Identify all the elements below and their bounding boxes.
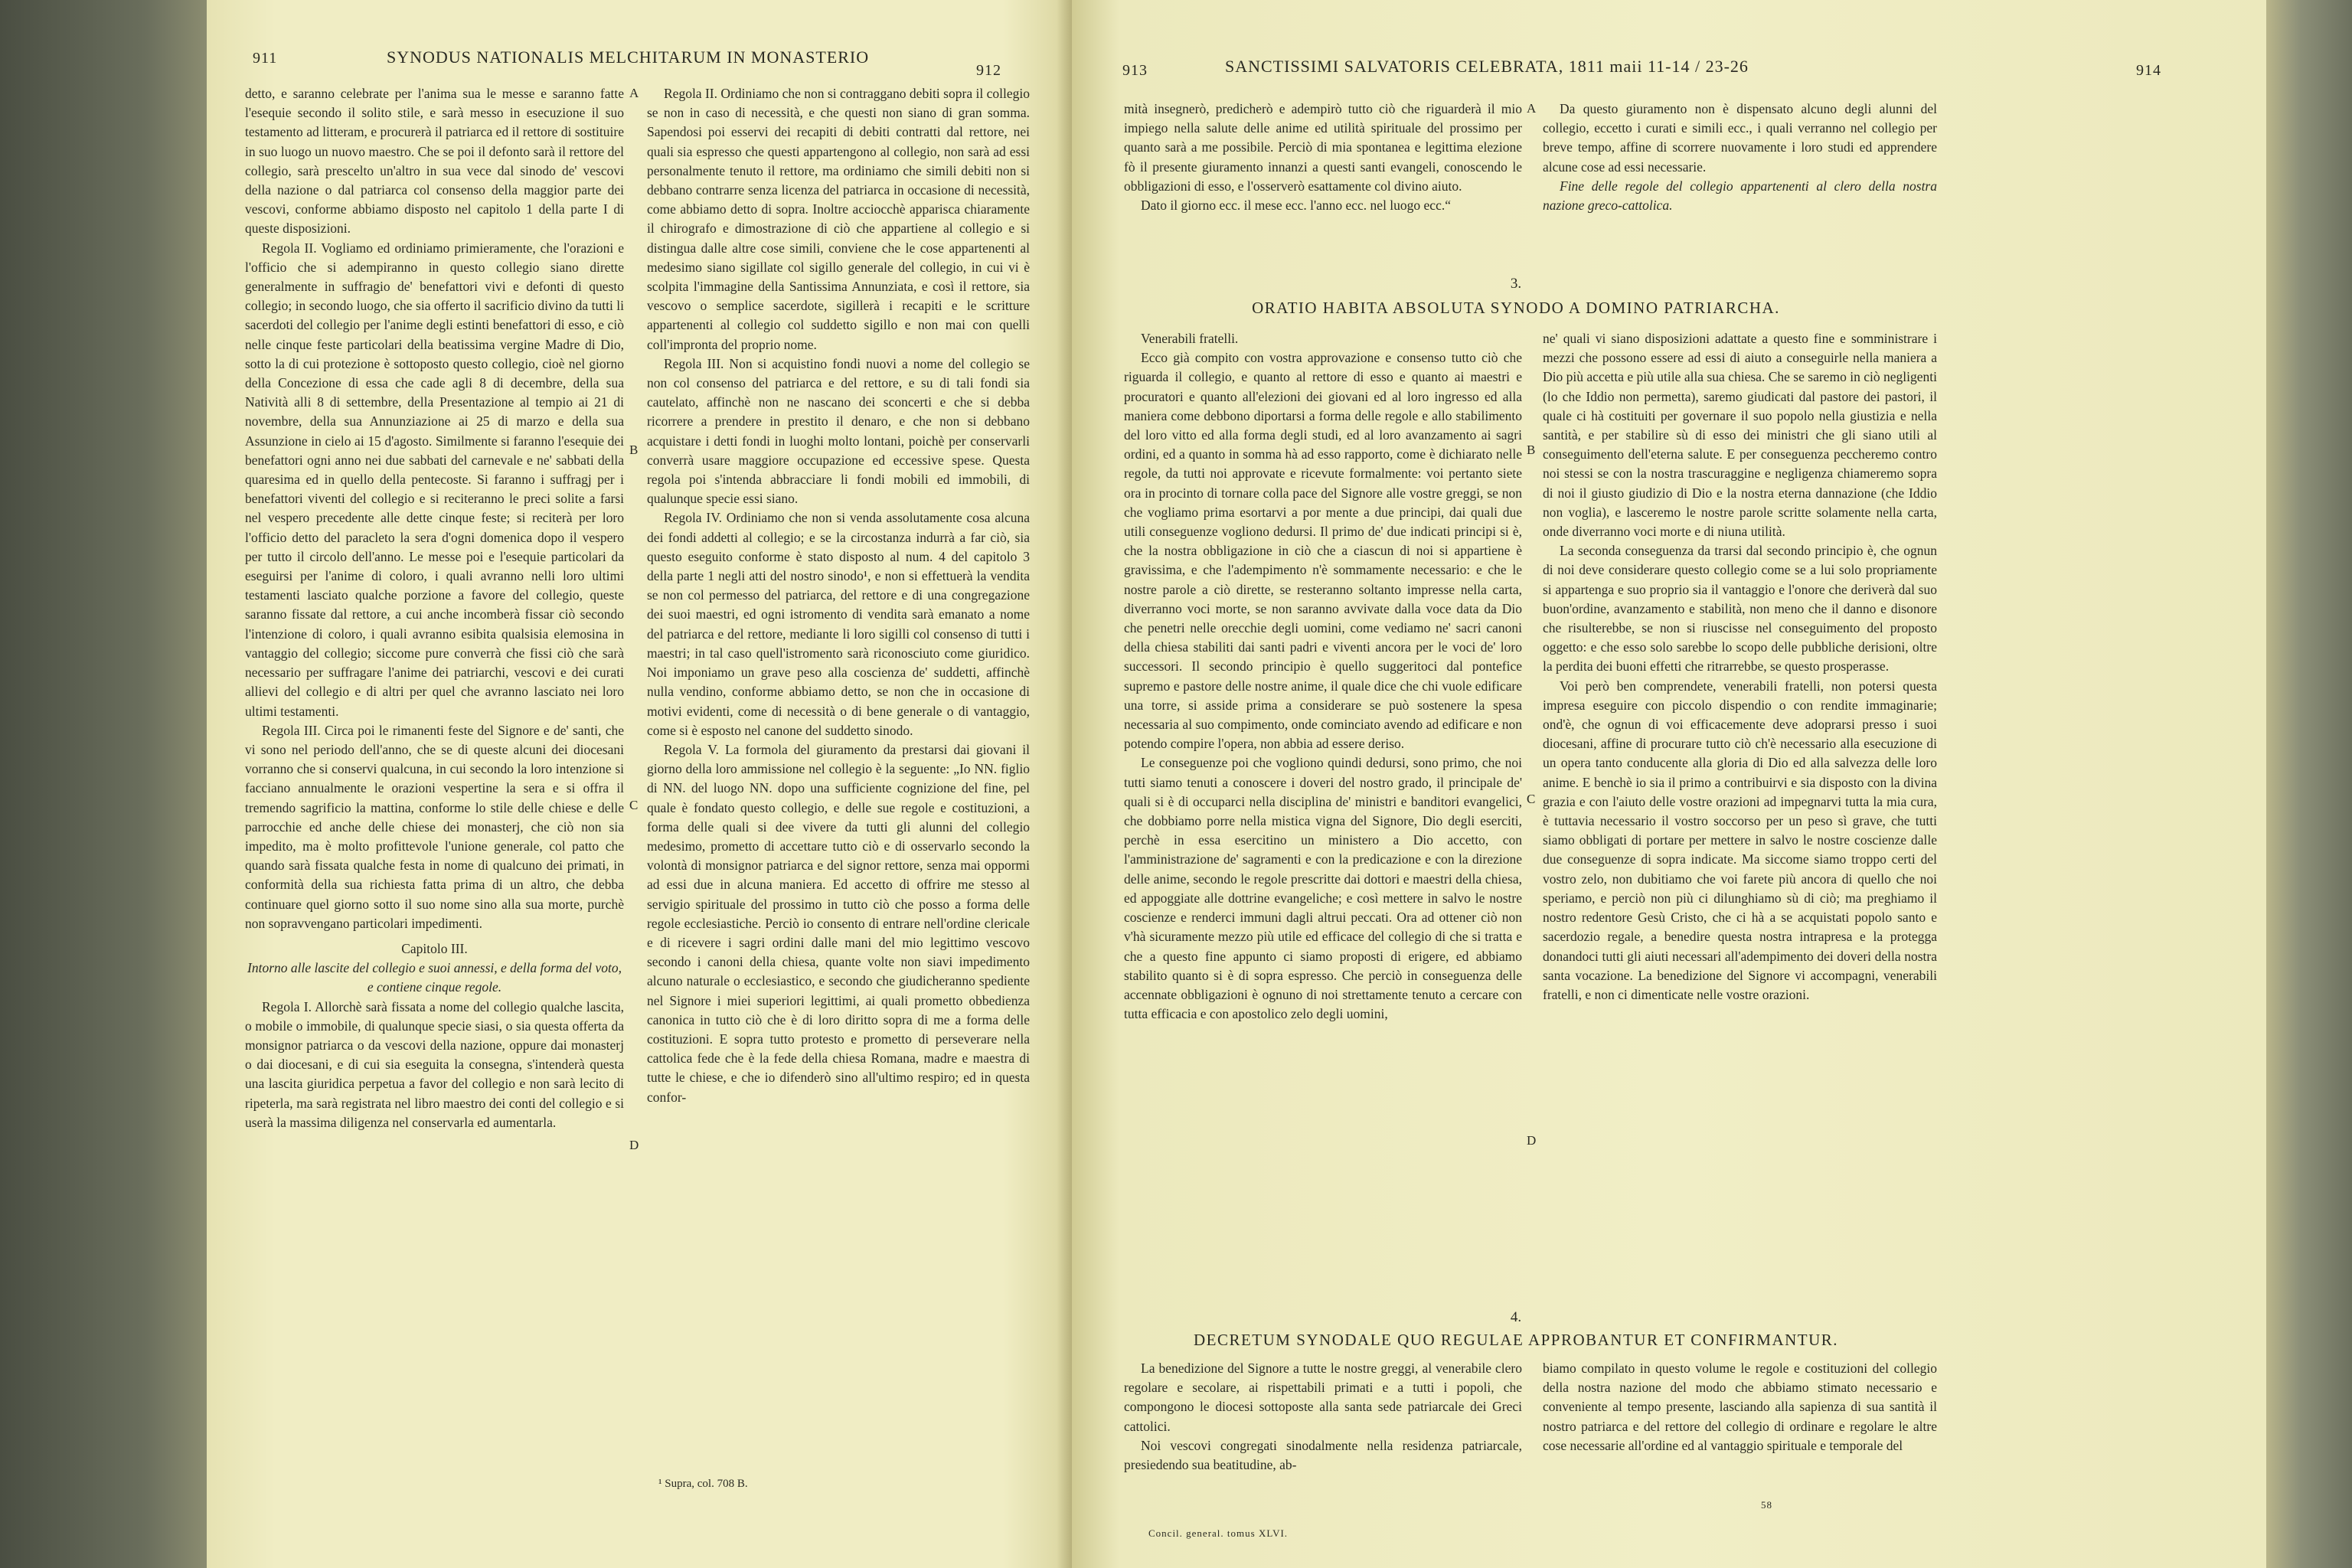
- paragraph: Regola V. La formola del giuramento da prestarsi dai giovani il giorno della loro ammissione nel collegio è la seguente: „Io NN. figlio di NN. del luogo NN. dopo una sufficiente cognizione del fine, pel quale è fondato questo collegio, e delle sue regole e costituzioni, a forma delle quali si dee vivere da tutti gli alunni del collegio medesimo, prometto di accettare tutto ciò e di osservarlo secondo la volontà di monsignor patriarca e del signor rettore, senza mai oppormi ad essi due in alcuna maniera. Ed accetto di offrire me stesso al servigio spirituale del prossimo in tutto ciò che posso a forma delle regole ecclesiastiche. Perciò io consento di entrare nell'ordine clericale e di ricevere i sagri ordini dalle mani del mio legittimo vescovo secondo i canoni della chiesa, quante volte non siavi impedimento alcuno naturale o ecclesiastico, e secondo che giudicheranno spediente nel Signore i miei superiori legittimi, ai quali prometto obbedienza canonica in tutto ciò che è di loro diritto sopra di me a forma delle costituzioni. E sopra tutto protesto e prometto di perseverare nella cattolica fede che è la fede della chiesa Romana, madre e maestra di tutte le chiese, e che io difenderò sino all'ultimo respiro; ed in questa confor-: [647, 741, 1030, 1105]
- paragraph: Regola I. Allorchè sarà fissata a nome del collegio qualche lascita, o mobile o immobile, di qualunque specie siasi, o sia questa offerta da monsignor patriarca o da vescovi della nazione, oppure dai monasterj o dai diocesani, e di cui sia eseguita la consegna, s'intenderà questa una lascita giuridica perpetua a favor del collegio e non sarà lecito di ripeterla, ma sarà registrata nel libro maestro dei conti del collegio e si userà la massima diligenza nel conservarla ed aumentarla.: [245, 998, 624, 1130]
- paragraph-italic: Fine delle regole del collegio appartenenti al clero della nostra nazione greco-cattolica.: [1543, 178, 1937, 214]
- section-number-3: 3.: [1510, 276, 1522, 292]
- margin-letter-b: B: [629, 443, 639, 457]
- sheet-number: 58: [1761, 1499, 1772, 1511]
- signature-mark: Concil. general. tomus XLVI.: [1148, 1527, 1289, 1539]
- margin-letter-b: B: [1527, 443, 1536, 457]
- running-header-right: SANCTISSIMI SALVATORIS CELEBRATA, 1811 maii 11-14 / 23-26: [1225, 57, 1749, 76]
- right-page-column-2-top: [1543, 100, 1937, 260]
- paragraph: Regola IV. Ordiniamo che non si venda assolutamente cosa alcuna dei fondi addetti al collegio; e se la circostanza indurrà a far ciò, sia questo eseguito conforme è stato disposto al num. 4 del capitolo 3 della parte 1 negli atti del nostro sinodo¹, e non si effettuerà la vendita se non col permesso del patriarca, del rettore e di una congregazione dei suoi maestri, ed ogni istromento di vendita sarà emanato a nome del patriarca e del rettore, mediante li loro sigilli col consenso di tutti i maestri; in tal caso quell'istromento sarà riconosciuto come giuridico. Noi imponiamo un grave peso alla coscienza de' suddetti, affinchè nulla vendino, conforme abbiamo detto, se non che in occasione di motivi evidenti, come di necessità o di bene generale o di vantaggio, come si è esposto nel canone del suddetto sinodo.: [647, 510, 1030, 738]
- paragraph: Noi vescovi congregati sinodalmente nella residenza patriarcale, presiedendo sua beatitudine, ab-: [1124, 1437, 1522, 1473]
- paragraph: mità insegnerò, predicherò e adempirò tutto ciò che riguarderà il mio impiego nella salute delle anime ed utilità spirituale del prossimo per quanto sarà a me possibile. Perciò di mia spontanea e legittima elezione fò il presente giuramento innanzi a questi santi evangeli, conoscendo le obbligazioni di esso, e l'osserverò esattamente col divino aiuto.: [1124, 101, 1522, 194]
- paragraph: Ecco già compito con vostra approvazione e consenso tutto ciò che riguarda il collegio, e quanto al rettore di esso e quanto ai maestri e procuratori e quanto all'elezioni dei giovani ed al loro ingresso ed alla maniera come debbono diportarsi a forma delle regole e allo stabilimento del loro vitto ed alla forma degli studi, ed al loro avanzamento ai sagri ordini, ed a quanto in somma hà ad esso rapporto, come è dichiarato nelle regole, da tutti noi approvate e ricevute formalmente: voi pertanto siete ora in procinto di tornare colla pace del Signore alle vostre greggi, se non che vogliamo prima esortarvi a por mente a due principi, dai quali due utili conseguenze vogliono dedursi. Il primo de' due indicati principi si è, che la nostra obbligazione in ciò che a ciascun di noi si appartiene è gravissima, e che l'adempimento n'è sommamente necessario: e che le nostre parole a ciò dirette, se resteranno soltanto impresse nella carta, diverranno voci morte, se non saranno avvivate dalla voce data da Dio che penetri nelle orecchie degli uomini, come vediamo ne' sacri canoni della chiesa stabiliti dai santi padri e viventi ancora per le voci de' loro successori. Il secondo principio è quello suggeritoci dal pontefice supremo e pastore delle nostre anime, il quale dice che chi vuole edificare una torre, si asside prima a considerare se può sostenere la spesa necessaria al suo compimento, onde cominciato avendo ad edificare e non potendo compire l'opera, non abbia ad essere deriso.: [1124, 350, 1522, 752]
- left-page-column-2: [647, 84, 1030, 1478]
- chapter-heading: Capitolo III.: [401, 940, 468, 956]
- margin-letter-a: A: [629, 86, 639, 100]
- right-page-column-1-decretum: [1124, 1359, 1522, 1520]
- paragraph: Regola III. Non si acquistino fondi nuovi a nome del collegio se non col consenso del patriarca e del rettore, e su di tali fondi sia cautelato, affinchè non ne nascano dei sconcerti e che si debba ricorrere a prendere in prestito il denaro, e che non si debbano acquistare i detti fondi in luoghi molto lontani, poichè per conservarli converrà usare maggiore occupazione ed eccessive spese. Questa regola poi s'intenda abbracciare li fondi mobili ed immobili, di qualunque specie essi siano.: [647, 355, 1030, 507]
- column-number-914: 914: [2136, 62, 2161, 79]
- right-page-column-1-oratio: [1124, 329, 1522, 1309]
- right-page-column-2-oratio: [1543, 329, 1937, 1309]
- paragraph: Le conseguenze poi che vogliono quindi dedursi, sono primo, che noi tutti siamo tenuti a conoscere i doveri del nostro grado, il principale de' quali si è di occuparci nella disciplina de' ministri e banditori evangelici, che dobbiamo porre nella mistica vigna del Signore, Dio degli eserciti, perchè in essa esercitino un ministero a Dio accetto, con l'amministrazione de' sagramenti e con la predicazione e con la direzione delle anime, secondo le regole prescritte dai dottori e maestri della chiesa, ed appoggiate alle dottrine evangeliche; e così mettere in salvo le nostre coscienze e renderci immuni dagli altrui peccati. Ora ad ottener ciò non v'hà sicuramente mezzo più utile ed efficace del collegio di che si tratta e che a questo fine appunto ci siamo proposti di erigere, ed abbiamo stabilito quanto si è di sopra espresso. Che perciò in conseguenza delle accennate obbligazioni è ognuno di noi strettamente tenuto a cercare con tutta efficacia e con apostolico zelo degli uomini,: [1124, 755, 1522, 1022]
- left-page-column-1: [245, 84, 624, 1501]
- paragraph: Regola II. Vogliamo ed ordiniamo primieramente, che l'orazioni e l'officio che si adempiranno in questo collegio siano dirette generalmente in suffragio de' benefattori vivi e defonti di questo collegio; in secondo luogo, che sia offerto il sacrificio divino da tutti li sacerdoti del collegio per l'anime degli estinti benefattori di esso, e ciò nelle cinque feste particolari della beatissima vergine Madre di Dio, sotto la di cui protezione è sottoposto questo collegio, cioè nel giorno della Concezione di essa che cade agli 8 di decembre, della sua Natività alli 8 di settembre, della Presentazione al tempio ai 21 di novembre, della sua Annunziazione ai 25 di marzo e della sua Assunzione in cielo ai 15 d'agosto. Similmente si faranno l'esequie dei benefattori ogni anno nei due sabbati del carnevale e ne' sabbati della quaresima ed in quello della pentecoste. Si faranno i suffragj per i benefattori viventi del collegio e si reciteranno le preci solite a farsi nel vespero precedente alle dette cinque feste; si reciterà per loro l'officio detto del paracleto la sera d'ogni domenica dopo il vespero per tutto il circolo dell'anno. Le messe poi e l'esequie particolari da eseguirsi per l'anime di coloro, i quali avranno nelli loro ultimi testamenti lasciato qualche porzione a favore del collegio, queste saranno fissate dal rettore, a cui anche incomberà fissar ciò secondo l'intenzione di coloro, i quali avranno esibita qualsisia elemosina in vantaggio del collegio; siccome pure converrà che fissi ciò che sarà necessario per suffragare l'anime dei patriarchi, vescovi e dei curati allievi del collegio e di altri per quel che avranno lasciato nei loro ultimi testamenti.: [245, 240, 624, 719]
- salutation: Venerabili fratelli.: [1141, 331, 1239, 346]
- margin-letter-a: A: [1527, 101, 1537, 116]
- paragraph: ne' quali vi siano disposizioni adattate a questo fine e somministrare i mezzi che possono essere ad essi di aiuto a conseguirle nella maniera a Dio più accetta e più utile alla sua chiesa. Che se saremo in ciò negligenti (lo che Iddio non permetta), saremo giudicati dal pastore dei pastori, il quale ci hà costituiti per governare il suo popolo nella giustizia e nella santità, e per stabilire sù di esso dei ministri che gli siano utili al conseguimento dell'eterna salute. E per conseguenza peccheremo contro noi stessi se con la nostra trascuraggine e negligenza chiameremo sopra di noi il giusto giudizio di Dio e la nostra eterna dannazione (che Iddio non voglia), e lasceremo le nostre parole scritte solamente nella carta, onde diverranno voci morte e di niuna utilità.: [1543, 331, 1937, 540]
- paragraph: La seconda conseguenza da trarsi dal secondo principio è, che ognun di noi deve considerare questo collegio come se a lui solo propriamente si appartenga e suo proprio sia il vantaggio e l'onore che deriverà dal suo buon'ordine, avanzamento e stabilità, non meno che il danno e disonore che risulterebbe, se non si riuscisse nel conseguimento del proposto oggetto: e che esso solo sarebbe lo scopo delle pubbliche derisioni, oltre la perdita dei buoni effetti che ritrarrebbe, se questo prosperasse.: [1543, 543, 1937, 675]
- paragraph: biamo compilato in questo volume le regole e costituzioni del collegio della nostra nazione del modo che abbiamo stimato necessario e conveniente al tempo presente, lasciando alla sapienza di sua santità il nostro patriarca e del rettore del collegio di ordinare e regolare le altre cose necessarie all'ordine ed al vantaggio spirituale e temporale del: [1543, 1361, 1937, 1453]
- right-page: [1072, 0, 2266, 1568]
- paragraph: detto, e saranno celebrate per l'anima sua le messe e saranno fatte l'esequie secondo il solito stile, e sarà messo in esecuzione il suo testamento ad litteram, e procurerà il patriarca ed il rettore di sostituire in suo luogo un nuovo maestro. Che se poi il defonto sarà il rettore del collegio, sarà prescelto un'altro in sua vece dal sinodo de' vescovi della nazione o dal patriarca col consenso della maggior parte dei vescovi, conforme abbiamo disposto nel capitolo 1 della parte I di queste disposizioni.: [245, 86, 624, 237]
- right-page-column-1-top: [1124, 100, 1522, 260]
- chapter-subheading: Intorno alle lascite del collegio e suoi annessi, e della forma del voto, e contiene cinque regole.: [247, 960, 622, 995]
- section-number-4: 4.: [1510, 1309, 1522, 1325]
- column-number-911: 911: [253, 50, 278, 67]
- left-page: [207, 0, 1072, 1568]
- right-page-column-2-decretum: [1543, 1359, 1937, 1520]
- margin-letter-d: D: [1527, 1133, 1537, 1148]
- paragraph: Dato il giorno ecc. il mese ecc. l'anno ecc. nel luogo ecc.“: [1141, 198, 1451, 214]
- margin-letter-c: C: [629, 798, 639, 812]
- running-header-left: SYNODUS NATIONALIS MELCHITARUM IN MONASTERIO: [387, 47, 870, 67]
- column-number-912: 912: [976, 62, 1001, 79]
- footnote: ¹ Supra, col. 708 B.: [658, 1478, 748, 1490]
- page-edge-right: [2266, 0, 2352, 1568]
- background-left: [0, 0, 207, 1568]
- paragraph: Regola II. Ordiniamo che non si contraggano debiti sopra il collegio se non in caso di necessità, e che questi non siano di gran somma. Sapendosi poi esservi dei recapiti di debiti contratti dal rettore, nei quali sia espresso che questi appartengono al collegio, non sarà ad essi personalmente tenuto il rettore, ma ordiniamo che simili debiti non si debbano contrarre senza licenza del patriarca in occasione di necessità, come abbiamo detto di sopra. Inoltre acciocchè apparisca chiaramente il chirografo e dimostrazione di ciò che appartiene al collegio e si distingua dalle altre cose simili, conviene che le cose appartenenti al medesimo siano sigillate col sigillo generale del collegio, in cui vi è scolpita l'immagine della Santissima Annunziata, e così il rettore, sia vescovo o semplice sacerdote, sigillerà i recapiti e le scritture appartenenti al collegio col suddetto sigillo e non mai con quelli coll'impronta del proprio nome.: [647, 86, 1030, 352]
- margin-letter-c: C: [1527, 792, 1536, 806]
- paragraph: Voi però ben comprendete, venerabili fratelli, non potersi questa impresa eseguire con piccolo dispendio o con rendite immaginarie; ond'è, che ognun di voi efficacemente deve adoprarsi presso i suoi diocesani, affine di procurare tutto ciò ch'è necessario alla esecuzione di un opera tanto conducente alla gloria di Dio ed alla salvezza delle loro anime. E benchè io sia il primo a contribuirvi e sia disposto con la divina grazia e con l'aiuto delle vostre orazioni ad impegnarvi tutta la mia cura, è tuttavia necessario il vostro soccorso per un peso sì grave, che tutti siamo obbligati di portare per mettere in salvo le nostre coscienze dalle due conseguenze di sopra indicate. Ma siccome siamo troppo certi del vostro zelo, non dubitiamo che voi farete più ancora di quello che noi speriamo, e perciò non più ci dilunghiamo sù di ciò; ma preghiamo il nostro redentore Gesù Cristo, che ci hà a se acquistati popolo santo e sacerdozio regale, a benedire questa nostra intrapresa e la protegga donandoci tutti gli aiuti necessari all'adempimento dei doveri della nostra santa vocazione. La benedizione del Signore vi accompagni, venerabili fratelli, e non ci dimenticate nelle vostre orazioni.: [1543, 678, 1937, 1002]
- paragraph: Regola III. Circa poi le rimanenti feste del Signore e de' santi, che vi sono nel periodo dell'anno, che se di queste alcuni dei diocesani vorranno che si conservi qualcuna, in cui secondo la loro intenzione si facciano annualmente le orazioni vespertine la sera e si offra il tremendo sagrificio la mattina, conforme lo stile delle chiese e delle parrocchie ed anche delle chiese dei monasterj, che ciò non sia impedito, ma è molto profittevole l'unione generale, col patto che quando sarà fissata qualche festa in nome di qualcuno dei primati, in conformità della sua richiesta fatta prima di un altro, che debba continuare quel giorno sotto il suo nome sino alla sua morte, purchè non sopravvengano particolari impedimenti.: [245, 722, 624, 931]
- section-title-4: DECRETUM SYNODALE QUO REGULAE APPROBANTUR ET CONFIRMANTUR.: [1193, 1331, 1839, 1349]
- column-number-913: 913: [1122, 62, 1148, 79]
- paragraph: Da questo giuramento non è dispensato alcuno degli alunni del collegio, eccetto i curati e simili ecc., i quali verranno nel collegio per breve tempo, affine di scorrere nuovamente i loro studi ed apprendere alcune cose ad essi necessarie.: [1543, 101, 1937, 175]
- margin-letter-d: D: [629, 1138, 639, 1152]
- paragraph: La benedizione del Signore a tutte le nostre greggi, al venerabile clero regolare e secolare, ai rispettabili primati e a tutti i popoli, che compongono le diocesi sottoposte alla santa sede patriarcale dei Greci cattolici.: [1124, 1361, 1522, 1434]
- section-title-3: ORATIO HABITA ABSOLUTA SYNODO A DOMINO PATRIARCHA.: [1252, 299, 1780, 317]
